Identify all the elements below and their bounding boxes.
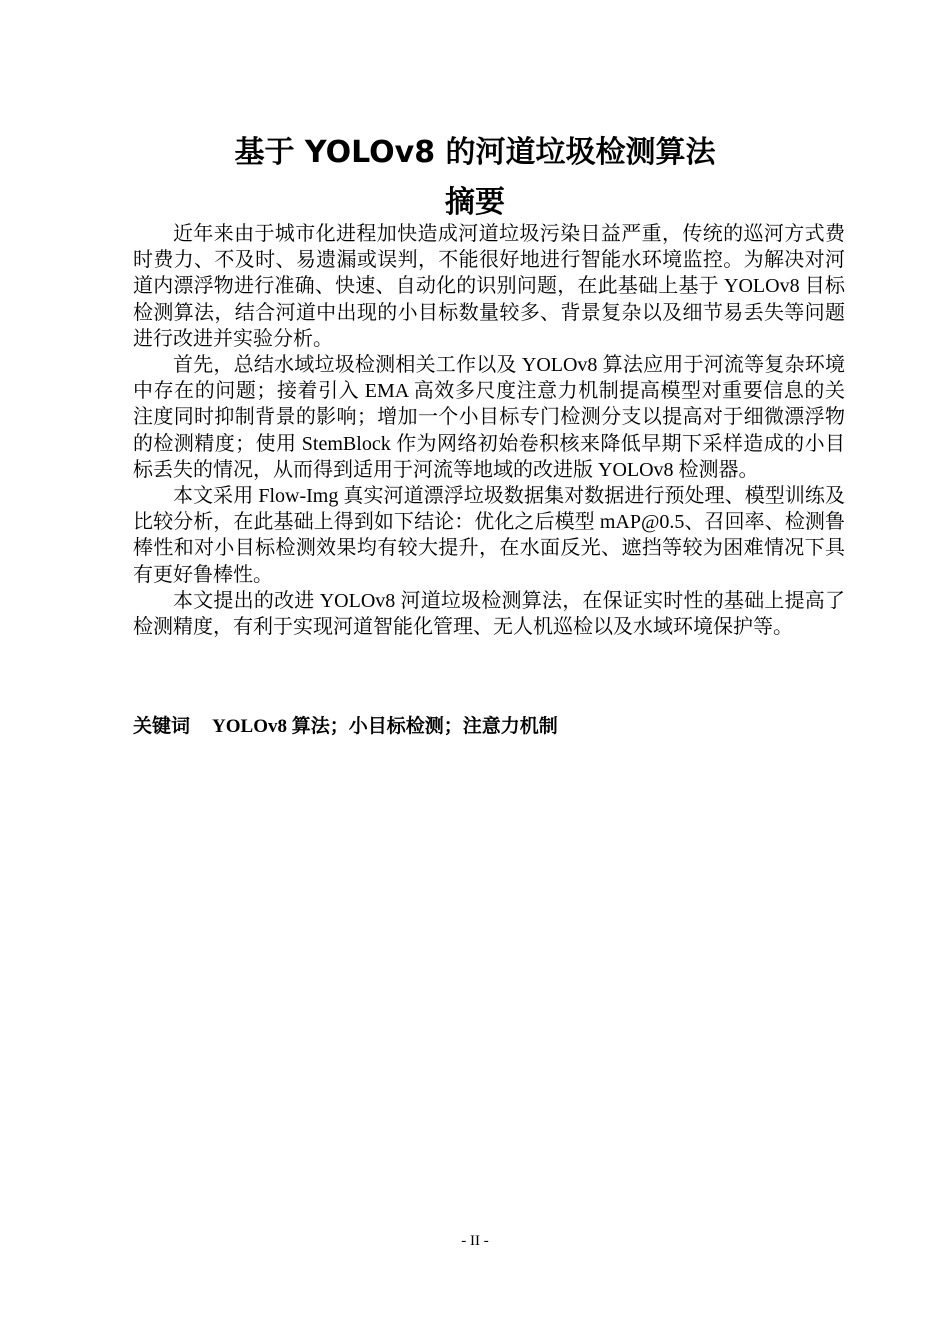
keywords-line: [133, 712, 845, 741]
thesis-title: 基于 YOLOv8 的河道垃圾检测算法: [234, 135, 716, 170]
abstract-paragraph-1: 近年来由于城市化进程加快造成河道垃圾污染日益严重，传统的巡河方式费时费力、不及时、易遗漏或误判，不能很好地进行智能水环境监控。为解决对河道内漂浮物进行准确、快速、自动化的识别问题，在此基础上基于 YOLOv8 目标检测算法，结合河道中出现的小目标数量较多、背景复杂以及细节易丢失等问题进行改进并实验分析。: [133, 223, 845, 350]
abstract-body: [133, 221, 845, 640]
abstract-paragraph-2: 首先，总结水域垃圾检测相关工作以及 YOLOv8 算法应用于河流等复杂环境中存在的问题；接着引入 EMA 高效多尺度注意力机制提高模型对重要信息的关注度同时抑制背景的影响；增加一个小目标专门检测分支以提高对于细微漂浮物的检测精度；使用 StemBlock 作为网络初始卷积核来降低早期下采样造成的小目标丢失的情况，从而得到适用于河流等地域的改进版 YOLOv8 检测器。: [133, 354, 845, 481]
abstract-paragraph-4: 本文提出的改进 YOLOv8 河道垃圾检测算法，在保证实时性的基础上提高了检测精度，有利于实现河道智能化管理、无人机巡检以及水域环境保护等。: [133, 589, 845, 639]
page-number: - II -: [461, 1233, 489, 1249]
abstract-heading: 摘要: [445, 185, 505, 220]
keywords-label: 关键词: [133, 715, 191, 737]
keywords-value: YOLOv8 算法；小目标检测；注意力机制: [212, 716, 558, 737]
abstract-paragraph-3: 本文采用 Flow-Img 真实河道漂浮垃圾数据集对数据进行预处理、模型训练及比较分析，在此基础上得到如下结论：优化之后模型 mAP@0.5、召回率、检测鲁棒性和对小目标检测效果均有较大提升，在水面反光、遮挡等较为困难情况下具有更好鲁棒性。: [133, 485, 845, 586]
